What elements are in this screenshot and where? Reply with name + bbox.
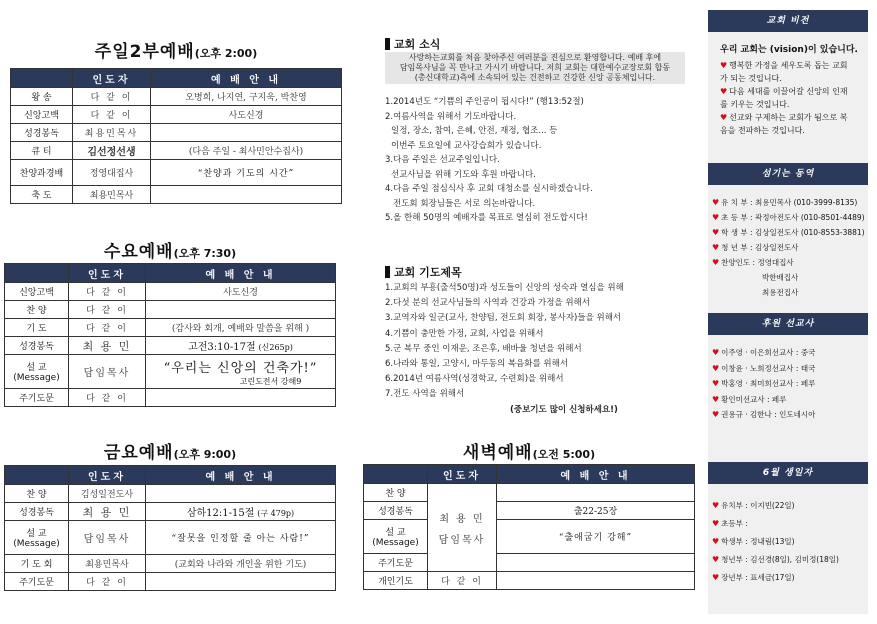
table-row: 설 교 (Message) “출애굽기 강해” — [364, 520, 695, 554]
table-row: 주기도문 다 같 이 — [5, 573, 336, 591]
list-item: 3.다음 주일은 선교주일입니다. — [385, 155, 500, 165]
header-info: 예 배 안 내 — [151, 69, 342, 88]
table-row: 주기도문 — [364, 554, 695, 572]
table-row: 찬 양 다 같 이 — [5, 301, 336, 319]
prayer-title: 교회 기도제목 — [385, 264, 462, 280]
sunday-title: 주일2부예배(오후 2:00) — [94, 42, 258, 62]
header-leader: 인도자 — [428, 465, 497, 484]
list-item: 1.교회의 부흥(출석50명)과 성도들이 신앙의 성숙과 열심을 위해 — [385, 283, 624, 293]
birthday-block: ♥ 유치부 : 이지빈(22일) ♥ 초등부 : ♥ 학생부 : 정내림(13일) ♥ 청년부 : 김선경(8일), 김미정(18일) ♥ 장년부 : 표세금(17일) — [712, 501, 839, 582]
list-item: 4.기쁨이 충만한 가정, 교회, 사업을 위해서 — [385, 328, 544, 339]
list-item: 7.전도 사역을 위해서 — [385, 389, 465, 400]
heart-icon: ♥ — [712, 198, 720, 207]
table-row: 기 도 다 같 이 (감사와 회개, 예배와 말씀을 위해 ) — [5, 319, 336, 337]
heart-icon: ♥ — [712, 363, 720, 373]
vision-title: 교회 비전 — [708, 10, 868, 32]
heart-icon: ♥ — [712, 258, 720, 267]
friday-table — [4, 465, 336, 591]
heart-icon: ♥ — [712, 501, 720, 510]
table-row: 설 교 (Message) 담임목사 “우리는 신앙의 건축가!” 고린도전서 강해9 — [5, 355, 336, 389]
heart-icon: ♥ — [712, 228, 720, 237]
table-row: 주기도문 다 같 이 — [5, 389, 336, 407]
table-row: 찬 양 최 용 민 담임목사 — [364, 484, 695, 502]
header-leader: 인도자 — [69, 264, 146, 283]
list-item: 2.여름사역을 위해서 기도바랍니다. — [385, 111, 517, 122]
heart-icon: ♥ — [712, 573, 720, 582]
table-row: 성경봉독 최 용 민 삼하12:1-15절 (구 479p) — [5, 503, 336, 521]
news-title: 교회 소식 — [385, 36, 440, 52]
table-row: 왕 송 다 같 이 오병희, 나지연, 구지욱, 박찬영 — [11, 88, 342, 106]
table-row: 성경봉독 출22-25장 — [364, 502, 695, 520]
prayer-list — [385, 281, 624, 418]
friday-title: 금요예배(오후 9:00) — [103, 443, 237, 463]
table-row: 개인기도 다 같 이 — [364, 572, 695, 590]
heart-icon: ♥ — [712, 519, 720, 528]
heart-icon: ♥ — [712, 348, 720, 357]
prayer-footnote: (중보기도 많이 신청하세요!) — [510, 404, 618, 415]
list-item: 전도회 회장님들은 서로 의논바랍니다. — [393, 198, 536, 209]
list-item: 5.군 복무 중인 이재운, 조은후, 배바울 청년을 위해서 — [385, 343, 582, 354]
missions-title: 후원 선교사 — [708, 313, 868, 335]
greeting-box: 사랑하는교회를 처음 찾아주신 여러분을 진심으로 환영합니다. 예배 후에 담임목사님을 꼭 만나고 가시기 바랍니다. 저희 교회는 대한예수교장로회 합동 (총신대학교)측에 소속되어 있는 건전하고 건강한 신앙 공동체입니다. — [385, 52, 685, 84]
header-info: 예 배 안 내 — [146, 466, 336, 485]
header-info: 예 배 안 내 — [497, 465, 695, 484]
heart-icon: ♥ — [712, 537, 720, 546]
heart-icon: ♥ — [712, 555, 720, 564]
heart-icon: ♥ — [712, 213, 720, 222]
header-info: 예 배 안 내 — [146, 264, 336, 283]
table-row: 찬 양 김성일전도사 — [5, 485, 336, 503]
table-row: 큐 티 김선정선생 (다음 주일 - 최사민안수집사) — [11, 142, 342, 160]
table-row: 신앙고백 다 같 이 사도신경 — [5, 283, 336, 301]
news-list — [385, 95, 593, 226]
dawn-table — [363, 464, 695, 590]
heart-icon: ♥ — [712, 243, 720, 252]
list-item: 선교사님을 위해 기도와 후원 바랍니다. — [391, 169, 536, 180]
list-item: 3.교역자와 일군(교사, 찬양팀, 전도회 회장, 봉사자)들을 위해서 — [385, 313, 622, 324]
wednesday-title: 수요예배(오후 7:30) — [103, 242, 237, 262]
vision-block: 우리 교회는 (vision)이 있습니다. ♥ 행복한 가정을 세우도록 돕는 교회가 되는 것입니다. ♥ 다음 세대를 이끌어갈 신앙의 인재를 키우는 것입니다. ♥ 선교와 구제하는 교회가 됨으로 복음을 전파하는 것입니다. — [720, 45, 858, 135]
list-item: 4.다음 주일 점심식사 후 교회 대청소를 실시하겠습니다. — [385, 184, 593, 194]
staff-block: ♥ 유 치 부 : 최용민목사 (010-3999-8135) ♥ 초 등 부 : 곽정아전도사 (010-8501-4489) ♥ 학 생 부 : 김상일전도사 (010-8553-3881) ♥ 청 년 부 : 김상일전도사 ♥ 찬양인도 : 정영대집사 박한배집사 최용전집사 — [712, 198, 865, 297]
table-row: 기 도 회 최용민목사 (교회와 나라와 개인을 위한 기도) — [5, 555, 336, 573]
birthday-title: 6월 생일자 — [708, 462, 868, 484]
heart-icon: ♥ — [720, 61, 728, 70]
staff-title: 섬기는 동역 — [708, 163, 868, 185]
sunday-table — [10, 68, 342, 204]
dawn-title: 새벽예배(오전 5:00) — [462, 443, 596, 463]
list-item: 1.2014년도 “기쁨의 주인공이 됩시다!” (행13:52절) — [385, 97, 584, 107]
table-row: 축 도 최용민목사 — [11, 186, 342, 204]
list-item: 6.나라와 통일, 고양시, 마두동의 복음화를 위해서 — [385, 359, 569, 370]
heart-icon: ♥ — [712, 379, 720, 388]
list-item: 5.올 한해 50명의 예배자를 목표로 열심히 전도합시다! — [385, 213, 588, 223]
list-item: 2.다섯 분의 선교사님들의 사역과 건강과 가정을 위해서 — [385, 298, 590, 309]
table-row: 설 교 (Message) 담임목사 “잘못을 인정할 줄 아는 사람!” — [5, 521, 336, 555]
header-leader: 인도자 — [69, 466, 146, 485]
table-row: 신앙고백 다 같 이 사도신경 — [11, 106, 342, 124]
table-row: 성경봉독 최 용 민 고전3:10-17절 (신265p) — [5, 337, 336, 355]
list-item: 6.2014년 여름사역(성경학교, 수련회)을 위해서 — [385, 374, 564, 385]
heart-icon: ♥ — [720, 113, 728, 122]
heart-icon: ♥ — [712, 394, 720, 404]
list-item: 일정, 장소, 참여, 은혜, 안전, 재정, 협조... 등 — [391, 126, 558, 136]
heart-icon: ♥ — [720, 87, 728, 96]
header-leader: 인도자 — [73, 69, 151, 88]
missions-block: ♥ 이주영 · 이은희선교사 : 중국 ♥ 이창윤 · 노희정선교사 : 태국 ♥ 박홍영 · 최미희선교사 : 페루 ♥ 황인미선교사 : 페루 ♥ 권용규 · 김한나 : 인도네시아 — [712, 348, 816, 419]
heart-icon: ♥ — [712, 410, 720, 419]
wednesday-table — [4, 263, 336, 407]
table-row: 찬양과경배 정영대집사 “찬양과 기도의 시간” — [11, 160, 342, 186]
table-row: 성경봉독 최용민목사 — [11, 124, 342, 142]
list-item: 이번주 토요일에 교사강습회가 있습니다. — [391, 140, 542, 151]
